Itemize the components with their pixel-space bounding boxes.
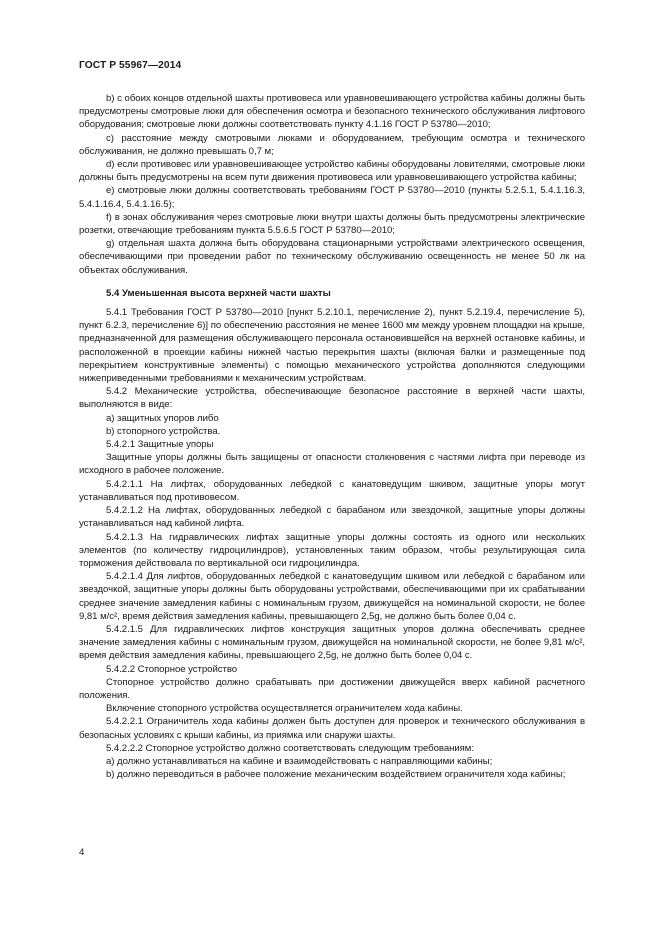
paragraph: f) в зонах обслуживания через смотровые люки внутри шахты должны быть предусмотрены электрические розетки, отвечающие требованиям пункта 5.5.6.5 ГОСТ Р 53780—2010; [79,211,585,237]
document-body [79,92,585,781]
paragraph: 5.4.2.1.3 На гидравлических лифтах защитные упоры должны состоять из одного или нескольких элементов (по количеству гидроцилиндров), установленных таким образом, чтобы результирующая сила торможения действовала по вертикальной оси гидроцилиндра. [79,531,585,569]
paragraph: g) отдельная шахта должна быть оборудована стационарными устройствами электрического освещения, обеспечивающими при проведении работ по техническому обслуживанию освещенность не менее 50 лк на объектах обслуживания. [79,238,585,276]
document-header: ГОСТ Р 55967—2014 [79,60,182,71]
subsection-title: 5.4.2.1 Защитные упоры [106,439,214,451]
paragraph: Включение стопорного устройства осуществляется ограничителем хода кабины. [106,703,463,715]
paragraph: 5.4.2 Механические устройства, обеспечивающие безопасное расстояние в верхней части шахты, выполняются в виде: [79,386,585,411]
paragraph: Стопорное устройство должно срабатывать при достижении движущейся вверх кабиной расчетного положения. [79,676,585,701]
paragraph: c) расстояние между смотровыми люками и оборудованием, требующим осмотра и технического обслуживания, не должно превышать 0,7 м; [79,132,585,157]
paragraph: 5.4.2.1.2 На лифтах, оборудованных лебедкой с барабаном или звездочкой, защитные упоры должны устанавливаться над кабиной лифта. [79,505,585,530]
list-item: a) защитных упоров либо [106,412,219,424]
list-item: b) должно переводиться в рабочее положение механическим воздействием ограничителя хода кабины; [106,769,566,781]
paragraph: 5.4.2.1.4 Для лифтов, оборудованных лебедкой с канатоведущим шкивом или лебедкой с барабаном или звездочкой, защитные упоры должны быть оборудованы устройствами, обеспечивающими при их срабатывании среднее значение замедления кабины с номинальным грузом, движущейся на номинальной скорости, не более 9,81 м/с², время действия замедления кабины, превышающего 2,5g, не должно быть более 0,04 с. [79,571,585,622]
page-number: 4 [79,847,85,858]
paragraph: d) если противовес или уравновешивающее устройство кабины оборудованы ловителями, смотровые люки должны быть предусмотрены на всем пути движения противовеса или уравновешивающего устройства кабины; [79,159,585,184]
paragraph: Защитные упоры должны быть защищены от опасности столкновения с частями лифта при переводе из исходного в рабочее положение. [79,452,585,477]
paragraph: 5.4.2.2.1 Ограничитель хода кабины должен быть доступен для проверок и технического обслуживания в безопасных условиях с крыши кабины, из приямка или снаружи шахты. [79,716,585,741]
subsection-title: 5.4.2.2 Стопорное устройство [106,663,238,675]
paragraph: 5.4.2.1.1 На лифтах, оборудованных лебедкой с канатоведущим шкивом, защитные упоры могут устанавливаться под противовесом. [79,478,585,503]
paragraph: 5.4.2.1.5 Для гидравлических лифтов конструкция защитных упоров должна обеспечивать среднее значение замедления кабины с номинальным грузом, движущейся на номинальной скорости, не более 9,81 м/с², время действия замедления кабины, превышающего 2,5g, не должно быть более 0,04 с. [79,623,585,662]
list-item: a) должно устанавливаться на кабине и взаимодействовать с направляющими кабины; [106,755,493,767]
paragraph: b) с обоих концов отдельной шахты противовеса или уравновешивающего устройства кабины должны быть предусмотрены смотровые люки для обеспечения осмотра и безопасного технического обслуживания лифтового оборудования; смотровые люки должны соответствовать пункту 4.1.16 ГОСТ Р 53780—2010; [79,93,585,131]
paragraph: 5.4.1 Требования ГОСТ Р 53780—2010 [пункт 5.2.10.1, перечисление 2), пункт 5.2.19.4, перечисление 5), пункт 6.2.3, перечисление 6)] по обеспечению расстояния не менее 1600 мм между уровнем площадки на крыше, предназначенной для размещения обслуживающего персонала остановившейся на верхней остановке кабины, и расположенной в проекции кабины нижней частью перекрытия шахты (включая балки и размещенные под перекрытием конструктивные элементы) с помощью механического устройства дополняются следующими нижеприведенными требованиями к механическим устройствам. [79,307,585,385]
paragraph: e) смотровые люки должны соответствовать требованиям ГОСТ Р 53780—2010 (пункты 5.2.5.1, 5.4.1.16.3, 5.4.1.16.4, 5.4.1.16.5); [79,185,585,210]
section-heading: 5.4 Уменьшенная высота верхней части шахты [106,287,331,299]
list-item: b) стопорного устройства. [106,425,221,437]
paragraph: 5.4.2.2.2 Стопорное устройство должно соответствовать следующим требованиям: [106,742,474,754]
